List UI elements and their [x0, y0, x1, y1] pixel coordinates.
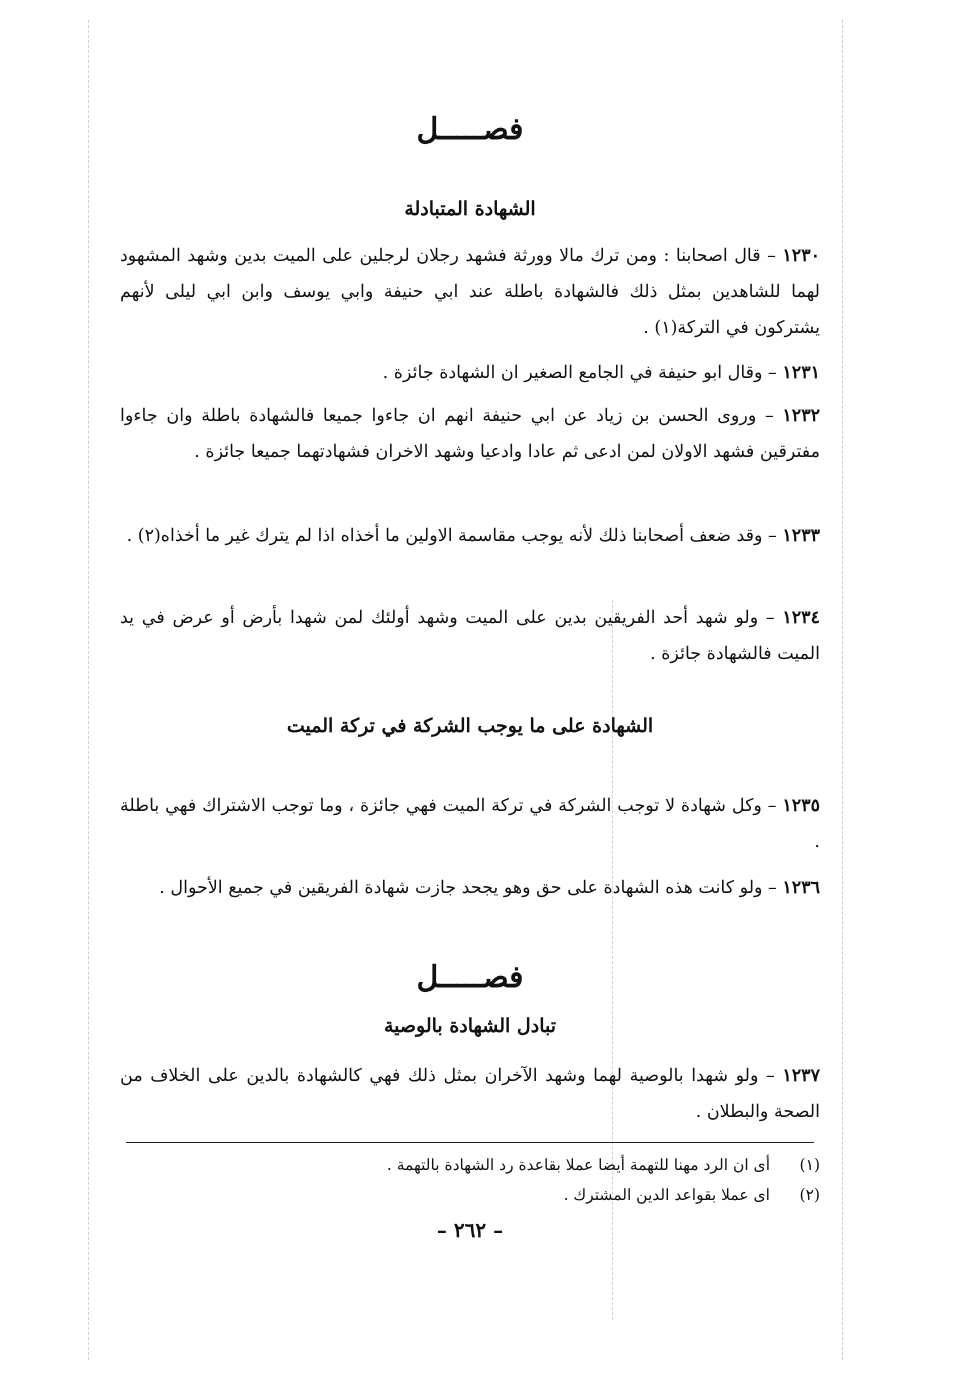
section-title-1: فصـــــل	[416, 112, 524, 147]
paragraph-number: ١٢٣٦	[782, 878, 820, 898]
paragraph-1233	[120, 518, 820, 554]
paragraph-1236	[120, 870, 820, 906]
paragraph-text: – ولو شهد أحد الفريقين بدين على الميت وشهد أولئك لمن شهدا بأرض أو عرض في يد الميت فالشهادة جائزة .	[120, 608, 820, 664]
paragraph-1237	[120, 1058, 820, 1130]
scan-artifact-line	[842, 20, 843, 1360]
paragraph-text: – وكل شهادة لا توجب الشركة في تركة الميت فهي جائزة ، وما توجب الاشتراك فهي باطلة .	[120, 796, 820, 852]
footnote-number: (١)	[799, 1156, 820, 1174]
heading-partnership-testimony: الشهادة على ما يوجب الشركة في تركة الميت	[286, 715, 654, 737]
paragraph-1230	[120, 238, 820, 346]
paragraph-text: – ولو شهدا بالوصية لهما وشهد الآخران بمثل ذلك فهي كالشهادة بالدين على الخلاف من الصحة والبطلان .	[120, 1066, 820, 1122]
footnote-number: (٢)	[799, 1186, 820, 1204]
document-page	[120, 0, 820, 1377]
paragraph-number: ١٢٣٧	[782, 1066, 820, 1086]
paragraph-number: ١٢٣٠	[782, 246, 820, 266]
paragraph-text: – قال اصحابنا : ومن ترك مالا وورثة فشهد رجلان لرجلين على الميت بدين وشهد المشهود لهما للشاهدين بمثل ذلك فالشهادة باطلة عند ابي حنيفة وابي يوسف وابن ابي ليلى لأنهم يشتركون في التركة(١) .	[120, 246, 820, 338]
paragraph-text: – وروى الحسن بن زياد عن ابي حنيفة انهم ان جاءوا جميعا فالشهادة باطلة وان جاءوا مفترقين فشهد الاولان لمن ادعى ثم عادا وادعيا وشهد الاخران فشهادتهما جميعا جائزة .	[120, 406, 820, 462]
paragraph-text: – وقال ابو حنيفة في الجامع الصغير ان الشهادة جائزة .	[382, 363, 777, 383]
footnote-2	[120, 1180, 820, 1210]
footnote-1	[120, 1150, 820, 1180]
paragraph-1231	[120, 355, 820, 391]
footnote-text: أى ان الرد مهنا للتهمة أيضا عملا بقاعدة رد الشهادة بالتهمة .	[386, 1156, 770, 1174]
paragraph-text: – ولو كانت هذه الشهادة على حق وهو يجحد جازت شهادة الفريقين في جميع الأحوال .	[159, 878, 777, 898]
paragraph-text: – وقد ضعف أصحابنا ذلك لأنه يوجب مقاسمة الاولين ما أخذاه اذا لم يترك غير ما أخذاه(٢) .	[126, 526, 777, 546]
paragraph-number: ١٢٣٢	[782, 406, 820, 426]
paragraph-number: ١٢٣٣	[782, 526, 820, 546]
heading-mutual-testimony: الشهادة المتبادلة	[404, 198, 536, 220]
section-title-2: فصـــــل	[416, 960, 524, 995]
footnotes	[120, 1150, 820, 1210]
paragraph-number: ١٢٣٤	[782, 608, 820, 628]
page-number: – ٢٦٢ –	[436, 1218, 504, 1242]
heading-bequest-testimony: تبادل الشهادة بالوصية	[383, 1015, 557, 1037]
paragraph-number: ١٢٣١	[782, 363, 820, 383]
footnote-divider	[126, 1142, 814, 1143]
paragraph-1232	[120, 398, 820, 470]
paragraph-number: ١٢٣٥	[782, 796, 820, 816]
paragraph-1234	[120, 600, 820, 672]
scan-artifact-line	[88, 20, 89, 1360]
footnote-text: اى عملا بقواعد الدين المشترك .	[563, 1186, 770, 1204]
paragraph-1235	[120, 788, 820, 860]
